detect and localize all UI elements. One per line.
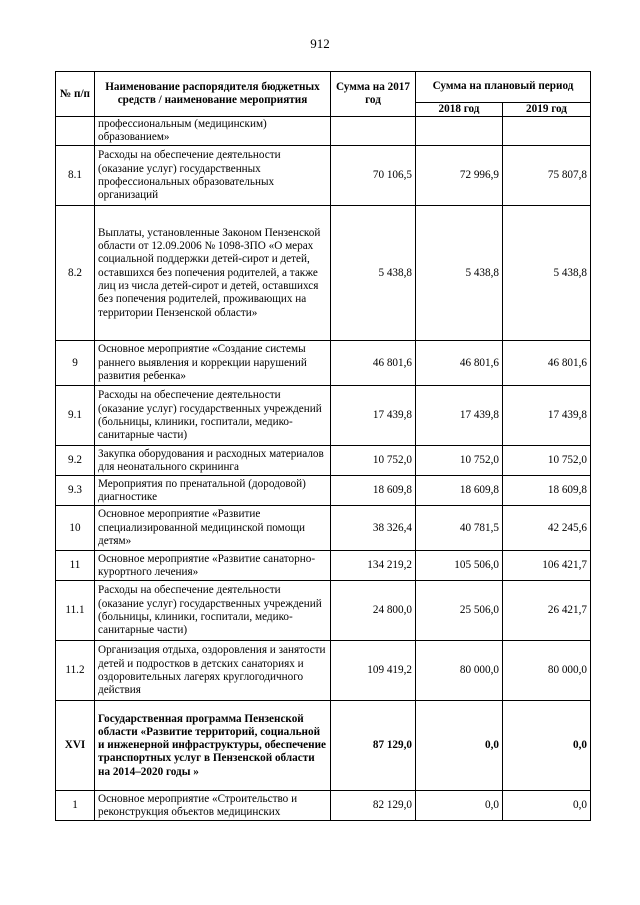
amount-2018: 18 609,8 [416,476,503,506]
row-number: 11.2 [56,641,95,701]
page-number: 912 [310,36,330,51]
amount-2019: 10 752,0 [503,446,591,476]
row-number: 8.1 [56,146,95,206]
row-number: 9.3 [56,476,95,506]
table-row [56,386,591,446]
row-name: Мероприятия по пренатальной (дородовой) диагностике [95,476,331,506]
header-planned-period: Сумма на плановый период [416,72,591,103]
table-row [56,581,591,641]
amount-2017: 87 129,0 [331,701,416,791]
amount-2018: 105 506,0 [416,551,503,581]
amount-2018: 25 506,0 [416,581,503,641]
table-row [56,146,591,206]
amount-2017: 17 439,8 [331,386,416,446]
header-number: № п/п [56,72,95,117]
table-row [56,446,591,476]
amount-2017: 82 129,0 [331,791,416,821]
header-2018: 2018 год [416,103,503,117]
amount-2019: 106 421,7 [503,551,591,581]
row-number: 9.2 [56,446,95,476]
row-name: Расходы на обеспечение деятельности (оказание услуг) государственных учреждений (больницы, клиники, госпитали, медико-санитарные части) [95,581,331,641]
amount-2017: 10 752,0 [331,446,416,476]
amount-2017 [331,117,416,146]
table-row [56,476,591,506]
amount-2017: 46 801,6 [331,341,416,386]
amount-2018: 0,0 [416,791,503,821]
header-2019: 2019 год [503,103,591,117]
budget-table [55,71,591,821]
table-row [56,551,591,581]
amount-2019: 0,0 [503,701,591,791]
row-name: Основное мероприятие «Развитие санаторно-курортного лечения» [95,551,331,581]
row-name: Расходы на обеспечение деятельности (оказание услуг) государственных профессиональных образовательных организаций [95,146,331,206]
amount-2018 [416,117,503,146]
table-row [56,791,591,821]
amount-2018: 72 996,9 [416,146,503,206]
amount-2017: 5 438,8 [331,206,416,341]
table-row [56,117,591,146]
table-row [56,641,591,701]
row-number: 1 [56,791,95,821]
amount-2019: 17 439,8 [503,386,591,446]
amount-2019: 46 801,6 [503,341,591,386]
amount-2017: 70 106,5 [331,146,416,206]
row-number: 10 [56,506,95,551]
amount-2018: 40 781,5 [416,506,503,551]
row-number: 9 [56,341,95,386]
amount-2019: 0,0 [503,791,591,821]
row-name: Выплаты, установленные Законом Пензенской области от 12.09.2006 № 1098-ЗПО «О мерах социальной поддержки детей-сирот и детей, оставшихся без попечения родителей, а также лиц из числа детей-сирот и детей, оставшихся без попечения родителей, проживающих на территории Пензенской области» [95,206,331,341]
row-number: 8.2 [56,206,95,341]
amount-2019: 75 807,8 [503,146,591,206]
amount-2017: 24 800,0 [331,581,416,641]
table-row [56,341,591,386]
header-2017: Сумма на 2017 год [331,72,416,117]
row-number: XVI [56,701,95,791]
amount-2018: 5 438,8 [416,206,503,341]
row-name: Основное мероприятие «Создание системы раннего выявления и коррекции нарушений развития ребенка» [95,341,331,386]
row-name: Расходы на обеспечение деятельности (оказание услуг) государственных учреждений (больницы, клиники, госпитали, медико-санитарные части) [95,386,331,446]
amount-2017: 38 326,4 [331,506,416,551]
row-name: профессиональным (медицинским) образованием» [95,117,331,146]
row-name: Основное мероприятие «Развитие специализированной медицинской помощи детям» [95,506,331,551]
amount-2017: 18 609,8 [331,476,416,506]
row-number: 9.1 [56,386,95,446]
amount-2018: 80 000,0 [416,641,503,701]
amount-2019: 26 421,7 [503,581,591,641]
row-number: 11.1 [56,581,95,641]
row-name: Основное мероприятие «Строительство и реконструкция объектов медицинских [95,791,331,821]
row-name: Закупка оборудования и расходных материалов для неонатального скрининга [95,446,331,476]
amount-2017: 109 419,2 [331,641,416,701]
amount-2018: 46 801,6 [416,341,503,386]
amount-2018: 10 752,0 [416,446,503,476]
amount-2018: 0,0 [416,701,503,791]
amount-2019: 80 000,0 [503,641,591,701]
amount-2017: 134 219,2 [331,551,416,581]
table-row [56,206,591,341]
header-name: Наименование распорядителя бюджетных средств / наименование мероприятия [95,72,331,117]
row-name: Государственная программа Пензенской области «Развитие территорий, социальной и инженерной инфраструктуры, обеспечение транспортных услуг в Пензенской области на 2014–2020 годы » [95,701,331,791]
table-row [56,701,591,791]
table-row [56,506,591,551]
amount-2019: 5 438,8 [503,206,591,341]
row-name: Организация отдыха, оздоровления и занятости детей и подростков в детских санаториях и оздоровительных лагерях круглогодичного действия [95,641,331,701]
row-number [56,117,95,146]
amount-2019: 42 245,6 [503,506,591,551]
amount-2019 [503,117,591,146]
amount-2018: 17 439,8 [416,386,503,446]
amount-2019: 18 609,8 [503,476,591,506]
row-number: 11 [56,551,95,581]
